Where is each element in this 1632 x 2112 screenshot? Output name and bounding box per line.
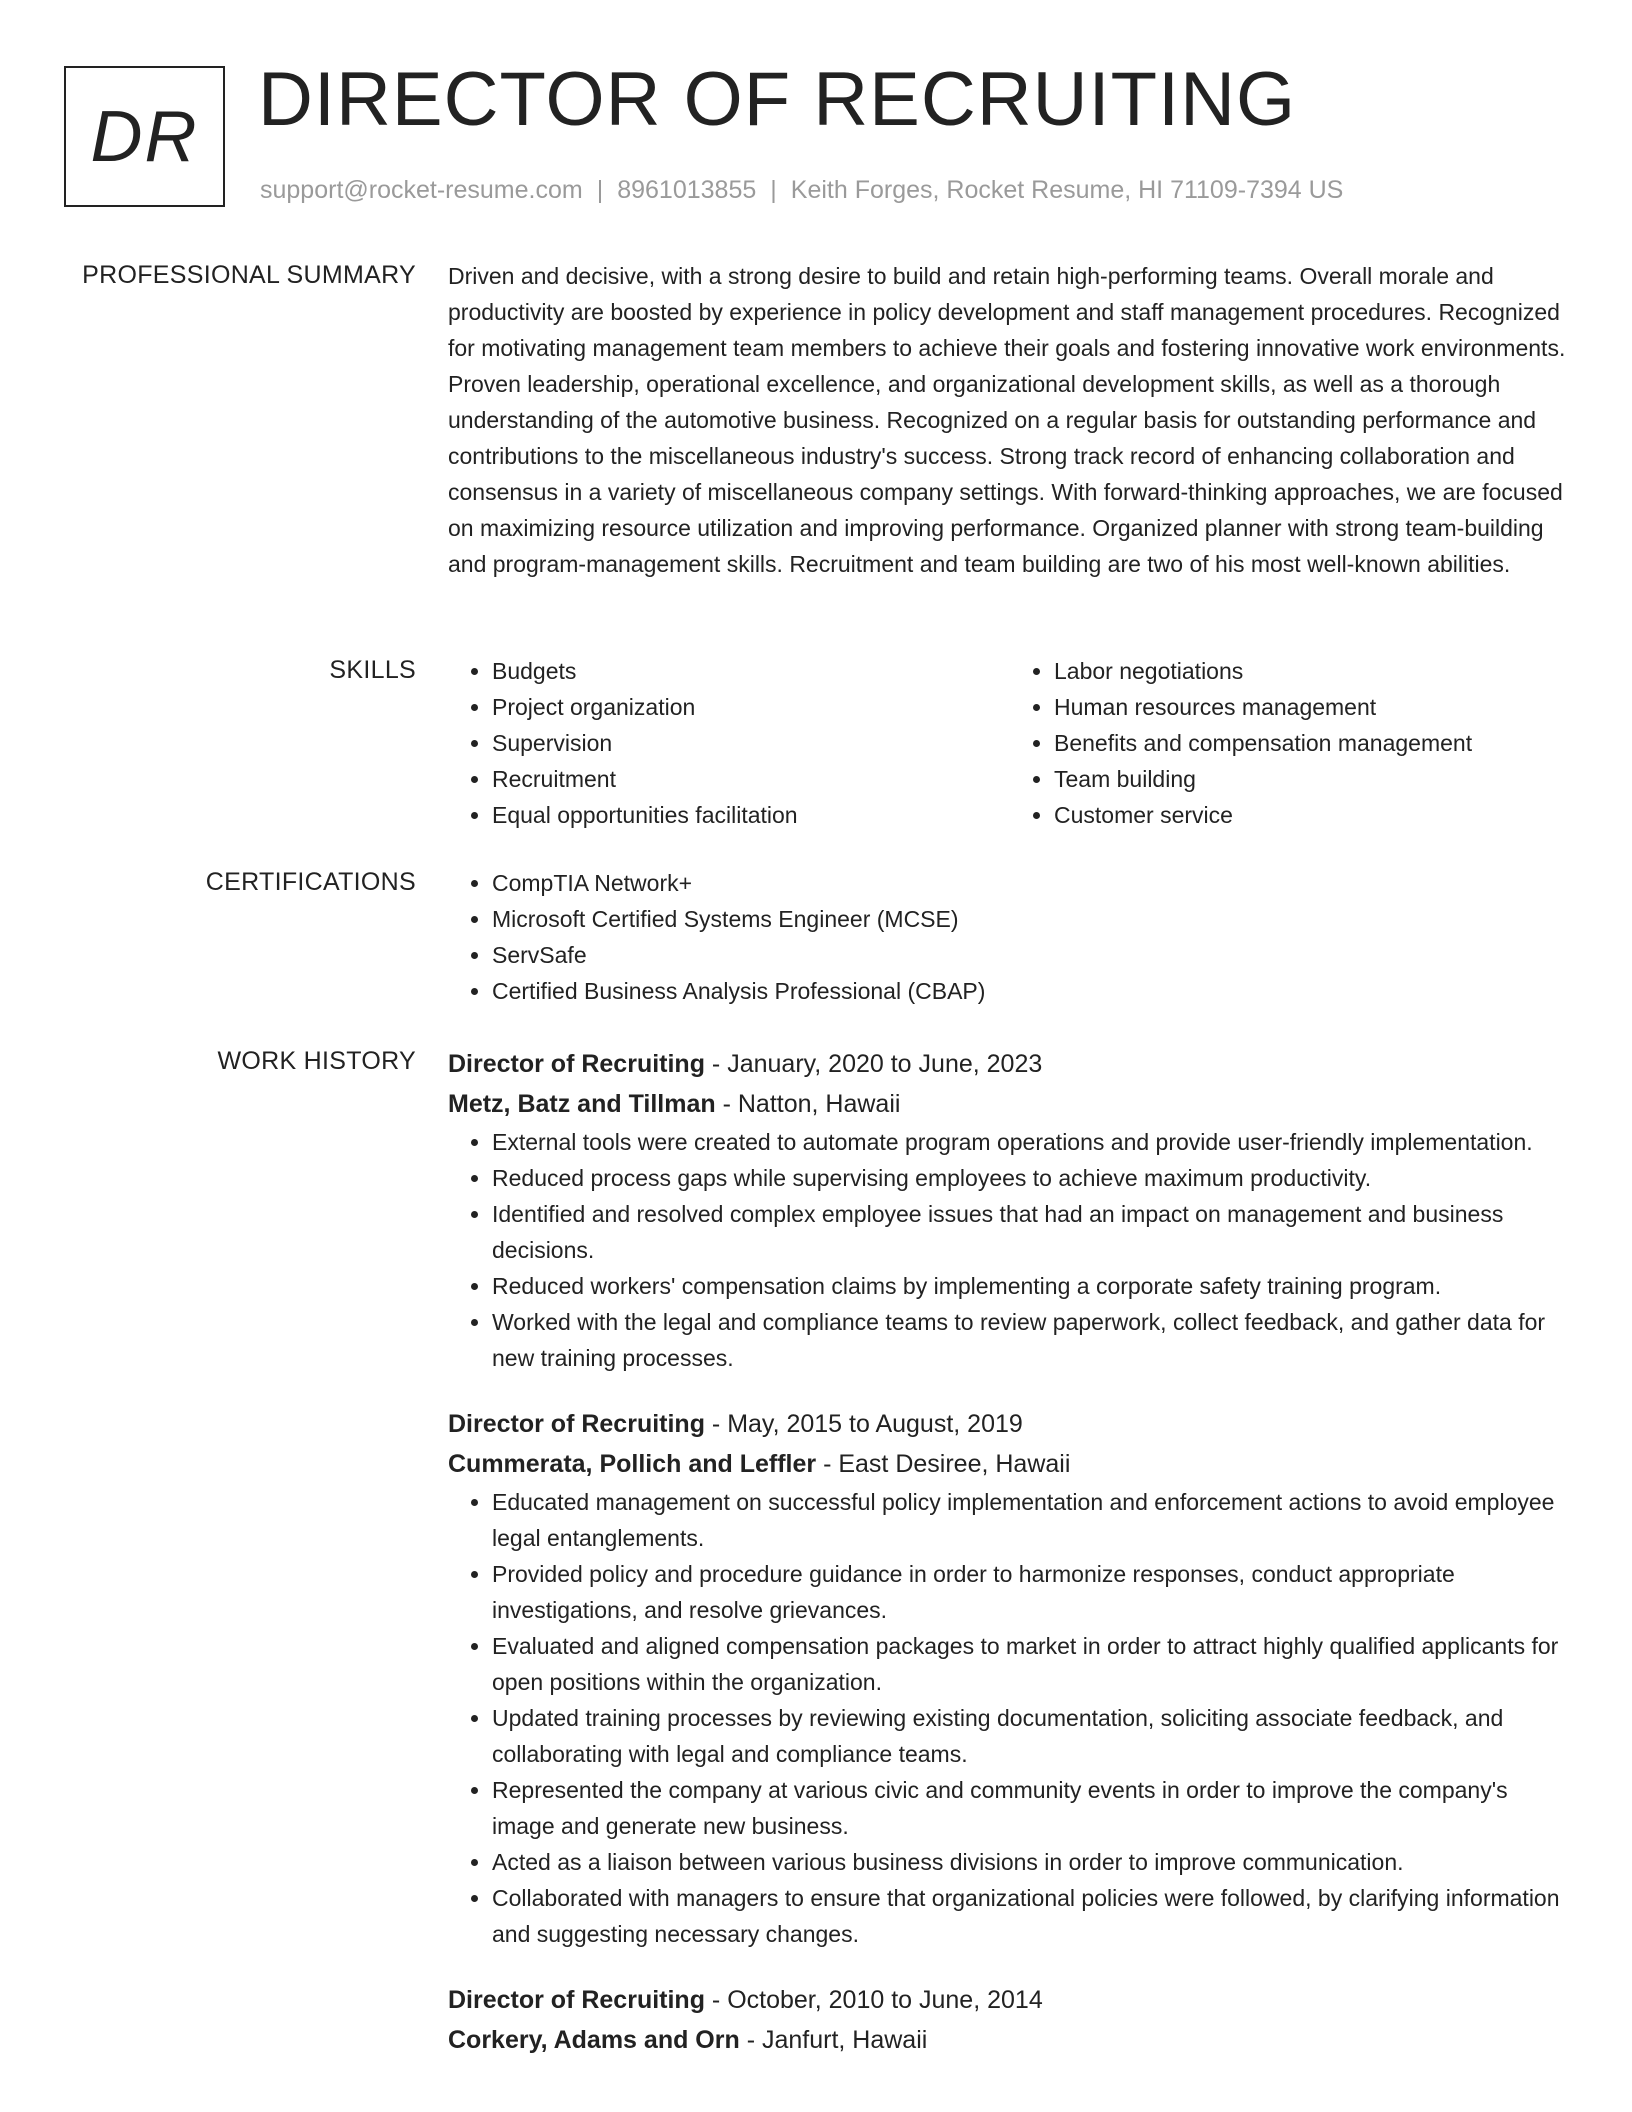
job-company-line xyxy=(448,1444,1572,1484)
list-item: • Recruitment xyxy=(492,761,1010,797)
list-item: • Educated management on successful policy implementation and enforcement actions to avoid employee legal entanglements. xyxy=(492,1484,1572,1556)
list-item: • Microsoft Certified Systems Engineer (MCSE) xyxy=(492,901,1572,937)
list-item: • Project organization xyxy=(492,689,1010,725)
list-item: • Worked with the legal and compliance teams to review paperwork, collect feedback, and gather data for new training processes. xyxy=(492,1304,1572,1376)
list-item: • External tools were created to automate program operations and provide user-friendly implementation. xyxy=(492,1124,1572,1160)
summary-text: Driven and decisive, with a strong desire to build and retain high-performing teams. Overall morale and productivity are boosted by experience in policy development and staff management procedures. Recognized for motivating management team members to achieve their goals and fostering innovative work environments. Proven leadership, operational excellence, and organizational development skills, as well as a thorough understanding of the automotive business. Recognized on a regular basis for outstanding performance and contributions to the miscellaneous industry's success. Strong track record of enhancing collaboration and consensus in a variety of miscellaneous company settings. With forward-thinking approaches, we are focused on maximizing resource utilization and improving performance. Organized planner with strong team-building and program-management skills. Recruitment and team building are two of his most well-known abilities. xyxy=(448,263,1566,577)
job-company: Corkery, Adams and Orn xyxy=(448,2026,740,2054)
certifications-list xyxy=(448,865,1572,1009)
job-entry xyxy=(448,1980,1572,2060)
list-item: • Evaluated and aligned compensation packages to market in order to attract highly qualified applicants for open positions within the organization. xyxy=(492,1628,1572,1700)
list-item: • Represented the company at various civic and community events in order to improve the company's image and generate new business. xyxy=(492,1772,1572,1844)
job-dates: - October, 2010 to June, 2014 xyxy=(704,1986,1043,2014)
job-dates: - May, 2015 to August, 2019 xyxy=(704,1410,1023,1438)
list-item: • Reduced workers' compensation claims by implementing a corporate safety training program. xyxy=(492,1268,1572,1304)
skills-list-right xyxy=(1010,653,1572,833)
list-item: • Updated training processes by reviewing existing documentation, soliciting associate feedback, and collaborating with legal and compliance teams. xyxy=(492,1700,1572,1772)
job-entry xyxy=(448,1404,1572,1952)
job-title-line xyxy=(448,1980,1572,2020)
contact-separator: | xyxy=(770,176,777,204)
skills-grid xyxy=(448,653,1572,833)
list-item: • Supervision xyxy=(492,725,1010,761)
job-title: Director of Recruiting xyxy=(448,1986,705,2014)
list-item: • Customer service xyxy=(1054,797,1572,833)
job-company: Metz, Batz and Tillman xyxy=(448,1090,716,1118)
job-title: Director of Recruiting xyxy=(448,1410,705,1438)
list-item: • Labor negotiations xyxy=(1054,653,1572,689)
section-label-summary: PROFESSIONAL SUMMARY xyxy=(82,261,416,289)
list-item: • Certified Business Analysis Professional (CBAP) xyxy=(492,973,1572,1009)
contact-address: Keith Forges, Rocket Resume, HI 71109-7394 US xyxy=(790,176,1344,204)
skills-list-left xyxy=(448,653,1010,833)
job-company: Cummerata, Pollich and Leffler xyxy=(448,1450,817,1478)
job-location: - East Desiree, Hawaii xyxy=(816,1450,1071,1478)
job-location: - Natton, Hawaii xyxy=(715,1090,901,1118)
contact-email: support@rocket-resume.com xyxy=(260,176,583,204)
resume-title: DIRECTOR OF RECRUITING xyxy=(258,57,1297,142)
certifications-body xyxy=(448,865,1572,1009)
skills-body xyxy=(448,653,1572,833)
list-item: • Provided policy and procedure guidance in order to harmonize responses, conduct appropriate investigations, and resolve grievances. xyxy=(492,1556,1572,1628)
job-entry xyxy=(448,1044,1572,1376)
list-item: • Reduced process gaps while supervising employees to achieve maximum productivity. xyxy=(492,1160,1572,1196)
job-bullet-list xyxy=(448,1484,1572,1952)
list-item: • Benefits and compensation management xyxy=(1054,725,1572,761)
list-item: • Team building xyxy=(1054,761,1572,797)
section-label-work-history: WORK HISTORY xyxy=(217,1047,416,1075)
contact-separator: | xyxy=(596,176,604,204)
list-item: • Human resources management xyxy=(1054,689,1572,725)
work-history-body xyxy=(448,1044,1572,2088)
job-company-line xyxy=(448,1084,1572,1124)
job-title-line xyxy=(448,1404,1572,1444)
job-title-line xyxy=(448,1044,1572,1084)
job-location: - Janfurt, Hawaii xyxy=(739,2026,928,2054)
monogram-box xyxy=(64,66,225,207)
monogram-initials: DR xyxy=(90,96,199,177)
section-label-skills: SKILLS xyxy=(329,656,416,684)
list-item: • Identified and resolved complex employee issues that had an impact on management and business decisions. xyxy=(492,1196,1572,1268)
list-item: • CompTIA Network+ xyxy=(492,865,1572,901)
list-item: • Budgets xyxy=(492,653,1010,689)
job-title: Director of Recruiting xyxy=(448,1050,705,1078)
list-item: • Acted as a liaison between various business divisions in order to improve communication. xyxy=(492,1844,1572,1880)
list-item: • ServSafe xyxy=(492,937,1572,973)
list-item: • Equal opportunities facilitation xyxy=(492,797,1010,833)
job-dates: - January, 2020 to June, 2023 xyxy=(704,1050,1043,1078)
contact-phone: 8961013855 xyxy=(617,176,757,204)
summary-body xyxy=(448,258,1572,582)
job-company-line xyxy=(448,2020,1572,2060)
job-bullet-list xyxy=(448,1124,1572,1376)
section-label-certifications: CERTIFICATIONS xyxy=(205,868,416,896)
contact-line xyxy=(260,176,1343,205)
list-item: • Collaborated with managers to ensure that organizational policies were followed, by clarifying information and suggesting necessary changes. xyxy=(492,1880,1572,1952)
